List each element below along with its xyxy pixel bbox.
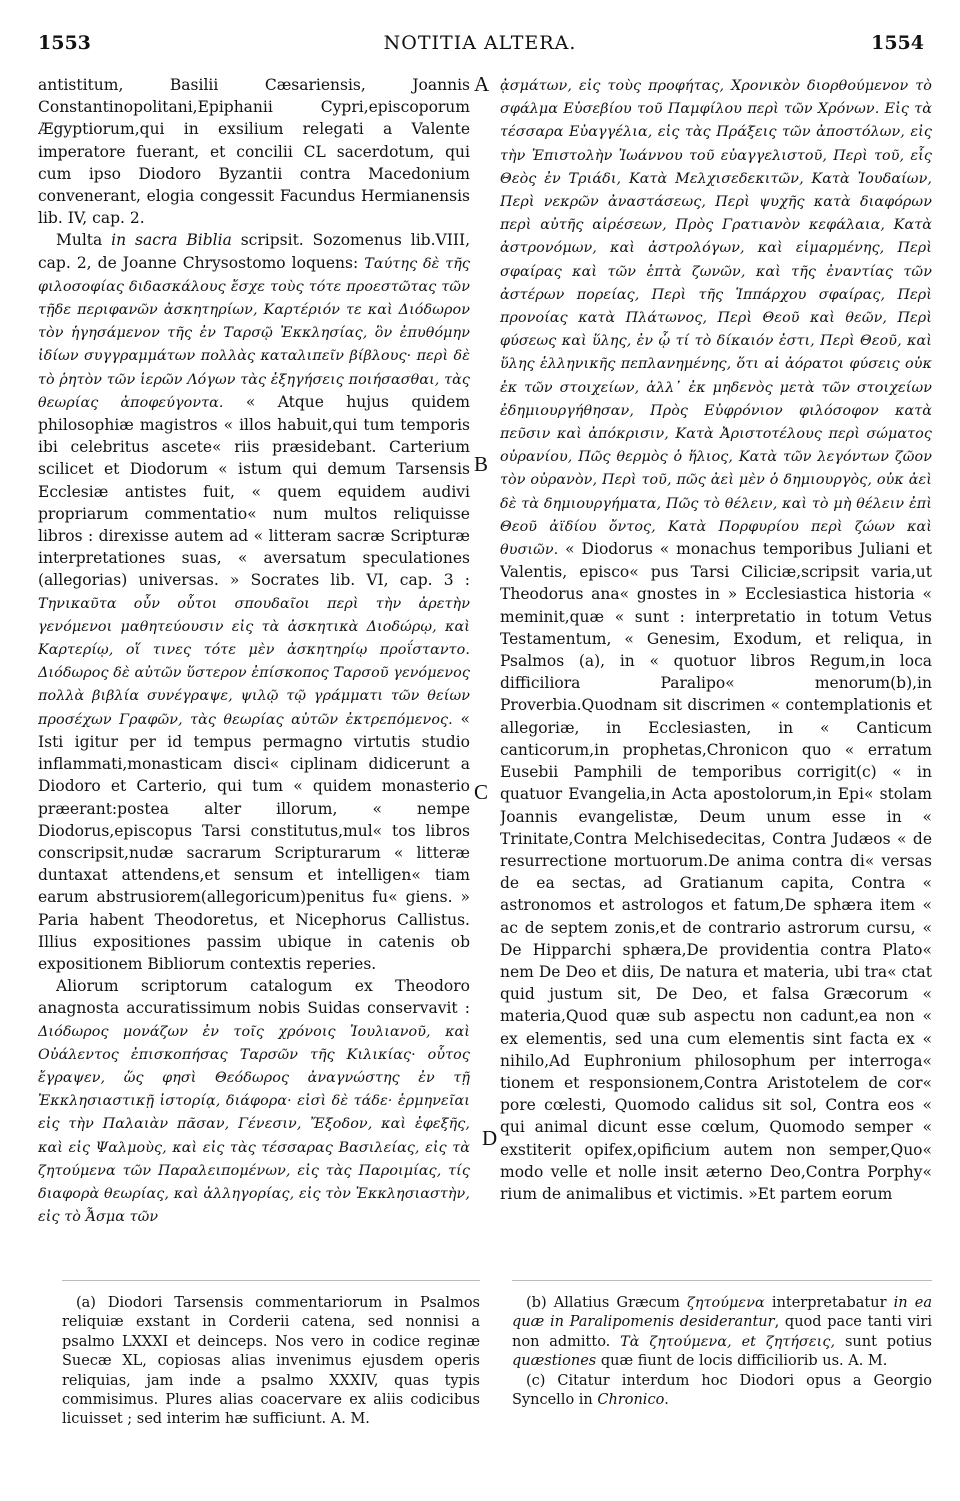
page-number-right: 1554: [871, 32, 924, 54]
greek-quotation: Ταύτης δὲ τῆς φιλοσοφίας διδασκάλους ἔσχε τοὺς τότε προεστῶτας τῶν τῇδε περιφανῶν ἀσκητηρίων, Καρτέριόν τε καὶ Διόδωρον τὸν ἡγησάμενον τῆς ἐν Ταρσῷ Ἐκκλησίας, ὃν ἐπυθόμην ἰδίων συγγραμμάτων πολλὰς καταλιπεῖν βίβλους· περὶ δὲ τὸ ῥητὸν τῶν ἱερῶν Λόγων τὰς ἐξηγήσεις ποιήσασθαι, τὰς θεωρίας ἀποφεύγοντα.: [38, 255, 470, 411]
text-run: interpretabatur: [764, 1295, 894, 1311]
page-number-left: 1553: [38, 32, 91, 54]
paragraph-suidas: [38, 975, 470, 1228]
greek-quotation: Διόδωρος μονάζων ἐν τοῖς χρόνοις Ἰουλιανοῦ, καὶ Οὐάλεντος ἐπισκοπήσας Ταρσῶν τῆς Κιλικίας· οὗτος ἔγραψεν, ὥς φησὶ Θεόδωρος ἀναγνώστης ἐν τῇ Ἐκκλησιαστικῇ ἱστορίᾳ, διάφορα· εἰσὶ δὲ τάδε· ἑρμηνεῖαι εἰς τὴν Παλαιὰν πᾶσαν, Γένεσιν, Ἔξοδον, καὶ ἐφεξῆς, καὶ εἰς Ψαλμοὺς, καὶ εἰς τὰς τέσσαρας Βασιλείας, εἰς τὰ ζητούμενα τῶν Παραλειπομένων, εἰς τὰς Παροιμίας, τίς διαφορὰ θεωρίας, καὶ ἀλληγορίας, εἰς τὸν Ἐκκλησιαστὴν, εἰς τὸ Ἆσμα τῶν: [38, 1023, 470, 1226]
margin-marker-b: B: [474, 452, 489, 476]
running-title: NOTITIA ALTERA.: [383, 32, 577, 54]
paragraph-sozomenus: [38, 229, 470, 975]
footnote-c: [512, 1372, 932, 1411]
greek-quotation: ᾀσμάτων, εἰς τοὺς προφήτας, Χρονικὸν διορθούμενον τὸ σφάλμα Εὐσεβίου τοῦ Παμφίλου περὶ τῶν Χρόνων. Εἰς τὰ τέσσαρα Εὐαγγέλια, εἰς τὰς Πράξεις τῶν ἀποστόλων, εἰς τὴν Ἐπιστολὴν Ἰωάννου τοῦ εὐαγγελιστοῦ, Περὶ τοῦ, εἷς Θεὸς ἐν Τριάδι, Κατὰ Μελχισεδεκιτῶν, Κατὰ Ἰουδαίων, Περὶ νεκρῶν ἀναστάσεως, Περὶ ψυχῆς κατὰ διαφόρων περὶ αὐτῆς αἱρέσεων, Πρὸς Γρατιανὸν κεφάλαια, Κατὰ ἀστρονόμων, καὶ ἀστρολόγων, καὶ εἱμαρμένης, Περὶ σφαίρας καὶ τῶν ἑπτὰ ζωνῶν, καὶ τῆς ἐναντίας τῶν ἀστέρων πορείας, Περὶ τῆς Ἱππάρχου σφαίρας, Περὶ προνοίας κατὰ Πλάτωνος, Περὶ Θεοῦ καὶ θεῶν, Περὶ φύσεως καὶ ὕλης, ἐν ᾧ τί τὸ δίκαιόν ἐστι, Περὶ Θεοῦ, καὶ ὕλης ἑλληνικῆς πεπλανημένης, ὅτι αἱ ἀόρατοι φύσεις οὐκ ἐκ τῶν στοιχείων, ἀλλ᾽ ἐκ μηδενὸς μετὰ τῶν στοιχείων ἐδημιουργήθησαν, Πρὸς Εὐφρόνιον φιλόσοφον κατὰ πεῦσιν καὶ ἀπόκρισιν, Κατὰ Ἀριστοτέλους περὶ σώματος οὐρανίου, Πῶς θερμὸς ὁ ἥλιος, Κατὰ τῶν λεγόντων ζῶον τὸν οὐρανὸν, Περὶ τοῦ, πῶς ἀεὶ μὲν ὁ δημιουργὸς, οὐκ ἀεὶ δὲ τὰ δημιουργήματα, Πῶς τὸ θέλειν, καὶ τὸ μὴ θέλειν ἐπὶ Θεοῦ ἀϊδίου ὄντος, Κατὰ Πορφυρίου περὶ ζώων καὶ θυσιῶν.: [500, 78, 932, 559]
margin-marker-a: A: [474, 72, 490, 96]
left-text-column: [38, 74, 470, 1234]
greek-word: ζητούμενα: [687, 1295, 765, 1311]
footnotes-left: [62, 1294, 480, 1430]
text-run: sunt potius: [835, 1333, 932, 1350]
italic-phrase: in ea quæ in Paralipomenis desiderantur: [512, 1295, 933, 1331]
page-header: [0, 26, 960, 66]
text-run: , quod pace tanti viri non admitto.: [512, 1314, 933, 1350]
footnote-rule-right: [512, 1280, 932, 1281]
right-text-column: [500, 74, 932, 1234]
footnote-a: (a) Diodori Tarsensis commentariorum in Psalmos reliquiæ exstant in Corderii catena, sed nonnisi a psalmo LXXXI et deinceps. Nos vero in codice reginæ Suecæ XL, copiosas alias invenimus ejusdem operis reliquias, jam inde a psalmo XXXIV, quas typis commisimus. Plures alias coacervare ex aliis codicibus licuisset ; sed interim hæ sufficiunt. A. M.: [62, 1295, 480, 1428]
greek-quotation: Τηνικαῦτα οὖν οὗτοι σπουδαῖοι περὶ τὴν ἀρετὴν γενόμενοι μαθητεύουσιν εἰς τὰ ἀσκητικὰ Διοδώρῳ, καὶ Καρτερίῳ, οἵ τινες τότε μὲν ἀσκητηρίῳ προΐσταντο. Διόδωρος δὲ αὐτῶν ὕστερον ἐπίσκοπος Ταρσοῦ γενόμενος πολλὰ βιβλία συνέγραψε, ψιλῷ τῷ γράμματι τῶν θείων προσέχων Γραφῶν, τὰς θεωρίας αὐτῶν ἐκτρεπόμενος.: [38, 595, 470, 728]
text-run: scripsit. Sozomenus lib.VIII, cap. 2, de Joanne Chrysostomo loquens:: [38, 231, 470, 272]
text-run: Multa: [56, 231, 112, 250]
text-run: (c) Citatur interdum hoc Diodori opus a Georgio Syncello in: [512, 1372, 932, 1409]
text-run: Aliorum scriptorum catalogum ex Theodoro anagnosta accuratissimum nobis Suidas conservavit :: [38, 977, 470, 1018]
italic-phrase: in sacra Biblia: [111, 231, 232, 250]
margin-marker-d: D: [482, 1126, 498, 1150]
latin-translation: « Diodorus « monachus temporibus Juliani et Valentis, episco« pus Tarsi Ciliciæ,scripsit varia,ut Theodorus ana« gnostes in » Ecclesiastica historia « meminit,quæ « sunt : interpretatio in totum Vetus Testamentum, « Genesim, Exodum, et reliqua, in Psalmos (a), in « quotuor libros Regum,in loca difficiliora Paralipo« menorum(b),in Proverbia.Quodnam sit discrimen « contemplationis et allegoriæ, in Ecclesiasten, in « Canticum canticorum,in prophetas,Chronicon quo « erratum Eusebii Pamphili de temporibus corrigit(c) « in quatuor Evangelia,in Acta apostolorum,in Epi« stolam Joannis evangelistæ, Deum unum esse in « Trinitate,Contra Melchisedecitas, Contra Judæos « de resurrectione mortuorum.De anima contra di« versas de ea sectas, ad Gratianum capita, Contra « astronomos et astrologos et fatum,De sphæra item « ac de septem zonis,et de contrario astrorum cursu, « De Hipparchi sphæra,De providentia contra Plato« nem De Deo et diis, De natura et materia, ubi tra« ctat quid justum sit, De Deo, et falsa Græcorum « materia,Quod quæ sub aspectu non cadunt,ea non « ex elementis, sed una cum elementis sint facta ex « nihilo,Ad Euphronium philosophum per interroga« tionem et responsionem,Contra Aristotelem de cor« pore cœlesti, Quomodo calidus sit sol, Contra eos « qui animal dicunt esse cœlum, Quomodo semper « exstiterit opifex,opificium autem non semper,Quo« modo velle et nolle insit æterno Deo,Contra Porphy« rium de animalibus et victimis. »Et partem eorum: [500, 540, 932, 1203]
italic-phrase: Chronico: [597, 1392, 665, 1409]
footnote-b: [512, 1294, 932, 1372]
greek-word: Τὰ ζητούμενα, et ζητήσεις,: [620, 1333, 836, 1350]
latin-translation: « Atque hujus quidem philosophiæ magistros « illos habuit,qui tum temporis ibi celebritus ascete« riis præsidebant. Carterium scilicet et Diodorum « istum qui demum Tarsensis Ecclesiæ antistes fuit, « quem equidem audivi propriarum commentatio« num multos reliquisse libros : direxisse autem ad « litteram sacræ Scripturæ interpretationes suas, « aversatum speculationes (allegorias) universas. » Socrates lib. VI, cap. 3 :: [38, 392, 470, 590]
italic-phrase: quæstiones: [512, 1353, 597, 1370]
text-run: (b) Allatius Græcum: [526, 1295, 688, 1311]
footnotes-right: [512, 1294, 932, 1410]
text-run: quæ fiunt de locis difficiliorib us. A. M.: [596, 1353, 888, 1370]
text-run: .: [664, 1392, 669, 1409]
margin-marker-c: C: [474, 780, 489, 804]
footnote-rule-left: [62, 1280, 480, 1281]
latin-translation: « Isti igitur per id tempus permagno virtutis studio inflammati,monasticam disci« ciplinam didicerunt a Diodoro et Carterio, qui tum « quidem monasterio præerant:postea alter illorum, « nempe Diodorus,episcopus Tarsi constitutus,mul« tos libros conscripsit,nudæ sacrarum Scripturarum « litteræ duntaxat attendens,et sensum et intelligen« tiam earum abstrusiorem(allegoricum)penitus fu« giens. » Paria habent Theodoretus, et Nicephorus Callistus. Illius expositiones passim ubique in catenis ob expositionem Bibliorum contextis reperies.: [38, 709, 470, 973]
paragraph-catalogue: [500, 74, 932, 1205]
paragraph-facundus: antistitum, Basilii Cæsariensis, Joannis Constantinopolitani,Epiphanii Cypri,episcoporum Ægyptiorum,qui in exsilium relegati a Valente imperatore fuerant, et concilii CL sacerdotum, qui cum ipso Diodoro Byzantii contra Macedonium convenerant, elogia congessit Facundus Hermianensis lib. IV, cap. 2.: [38, 76, 470, 228]
